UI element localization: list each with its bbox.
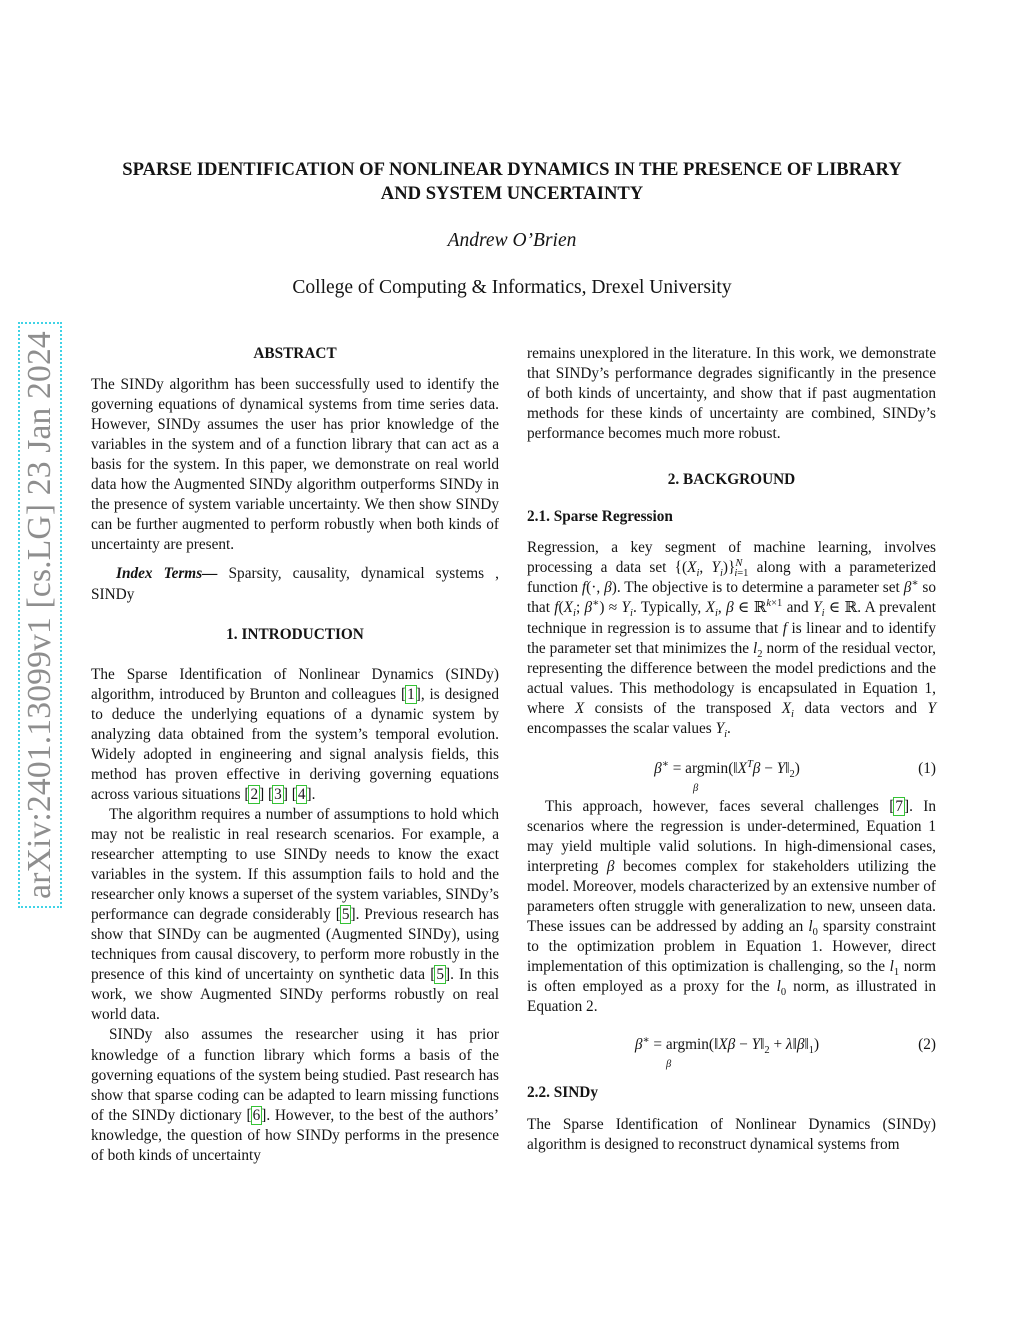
equation-1-number: (1) (918, 759, 936, 777)
subsection-sindy: 2.2. SINDy (527, 1084, 598, 1102)
citation-link[interactable]: 2 (250, 785, 259, 803)
title-line-1: SPARSE IDENTIFICATION OF NONLINEAR DYNAMICS IN THE PRESENCE OF LIBRARY (122, 159, 902, 180)
citation-link[interactable]: 3 (274, 785, 282, 803)
abstract-text: The SINDy algorithm has been successfully used to identify the governing equations of dynamical systems from time series data. However, SINDy assumes the user has prior knowledge of the variables in the system and of a function library that can act as a basis for the system. In this paper, we demonstrate on real world data how the Augmented SINDy algorithm outperforms SINDy in the presence of system variable uncertainty. We then show SINDy can be further augmented to perform robustly when both kinds of uncertainty are present. (91, 376, 499, 554)
subsection-sparse-regression: 2.1. Sparse Regression (527, 508, 673, 526)
intro-paragraph-2: The algorithm requires a number of assumptions to hold which may not be realistic in real research scenarios. For example, a researcher attempting to use SINDy needs to know the exact variables in the system. If this assumption fails to hold and the researcher only knows a superset of the system variables, SINDy’s performance can degrade considerably [5]. Previous research has show that SINDy can be augmented (Augmented SINDy), using techniques from causal discovery, to perform more robustly in the presence of this kind of uncertainty on synthetic data [5]. In this work, we show Augmented SINDy performs robustly on real world data. (91, 805, 499, 1024)
citation-link[interactable]: 7 (895, 797, 903, 815)
right-column (527, 344, 936, 1155)
citation-link[interactable]: 4 (297, 785, 306, 803)
equation-2: β∗ = argmin(‖Xβ − $Y‖_2$ + $\lambda‖\beta‖_1$) β (2) (634, 1035, 936, 1071)
regression-paragraph: Regression, a key segment of machine learning, involves processing a data set {($X_i$, $Y_i)\}^N_{i=1}$ along with a parameterized function f(·, β). The objective is to determine a parameter set β∗ so that $f(X_i$; $\beta^∗) \approx Y_i$. Typically, $X_i$, β ∈ ℝ$^{k\times 1}$ and $Y_i$ ∈ ℝ. A prevalent technique in regression is to assume that f is linear and to identify the parameter set that minimizes the $l_2$ norm of the residual vector, representing the difference between the model predictions and the actual values. This methodology is encapsulated in Equation 1, where X consists of the transposed $X_i$ data vectors and Y encompasses the scalar values $Y_i$. (527, 539, 937, 740)
left-column (91, 344, 499, 1166)
index-terms-label: Index Terms— (116, 565, 218, 583)
abstract-heading: ABSTRACT (253, 345, 337, 362)
citation-link[interactable]: 1 (407, 685, 415, 703)
background-heading: 2. BACKGROUND (667, 471, 796, 489)
equation-1: $\beta^∗ = argmin(‖X^T\beta$ − $Y‖_2$) β (1) (654, 758, 936, 794)
index-terms (91, 564, 499, 604)
author-affiliation: College of Computing & Informatics, Drexel University (292, 277, 732, 298)
index-terms-text: Sparsity, causality, dynamical systems , SINDy (91, 565, 500, 603)
arxiv-identifier-stamp (18, 322, 62, 908)
paper-title (70, 158, 954, 206)
sindy-paragraph: The Sparse Identification of Nonlinear Dynamics (SINDy) algorithm is designed to reconstruct dynamical systems from (527, 1116, 936, 1154)
intro-paragraph-3-continued: remains unexplored in the literature. In this work, we demonstrate that SINDy’s performance degrades significantly in the presence of both kinds of uncertainty, and show that if past augmentation methods for these kinds of uncertainty are combined, SINDy’s performance becomes much more robust. (527, 345, 936, 443)
author-name: Andrew O’Brien (447, 230, 577, 251)
regression-paragraph-2: This approach, however, faces several challenges [7]. In scenarios where the regression is under-determined, Equation 1 may yield multiple valid solutions. In high-dimensional cases, interpreting β becomes complex for stakeholders utilizing the model. Moreover, models characterized by an extensive number of parameters often struggle with generalization to new, unseen data. These issues can be addressed by adding an $l_0$ sparsity constraint to the optimization problem in Equation 1. However, direct implementation of this optimization is challenging, so the $l_1$ norm is often employed as a proxy for the $l_0$ norm, as illustrated in Equation 2. (527, 797, 937, 1016)
intro-paragraph-3: SINDy also assumes the researcher using it has prior knowledge of a function library which forms a basis of the governing equations of the system being studied. Past research has show that sparse coding can be adapted to learn missing functions of the SINDy dictionary [6]. However, to the best of the authors’ knowledge, the question of how SINDy performs in the presence of both kinds of uncertainty (91, 1026, 499, 1164)
citation-link[interactable]: 5 (341, 906, 350, 924)
citation-link[interactable]: 5 (436, 966, 444, 984)
equation-2-number: (2) (918, 1036, 936, 1054)
title-line-2: AND SYSTEM UNCERTAINTY (380, 183, 644, 204)
arxiv-id: arXiv:2401.13099v1 [cs.LG] 23 Jan 2024 (21, 331, 58, 899)
intro-paragraph-1: The Sparse Identification of Nonlinear Dynamics (SINDy) algorithm, introduced by Brunton and colleagues [1], is designed to deduce the underlying equations of a dynamic system by analyzing data obtained from the system’s temporal evolution. Widely adopted in engineering and signal analysis fields, this method has proven effective in deriving governing equations across various situations [2] [3] [4]. (91, 665, 499, 803)
introduction-heading: 1. INTRODUCTION (226, 625, 364, 643)
citation-link[interactable]: 6 (252, 1106, 261, 1124)
